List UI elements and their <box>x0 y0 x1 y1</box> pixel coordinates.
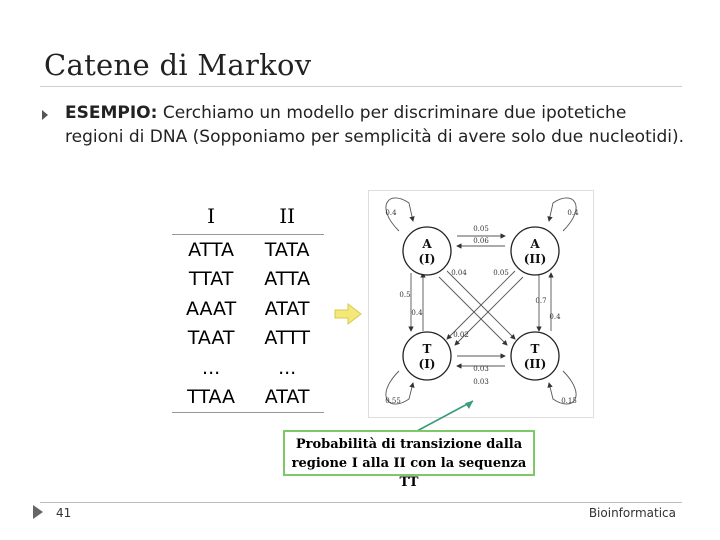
node-a-region-i <box>403 227 451 275</box>
probability-label: 0.03 <box>473 365 489 373</box>
example-text: Cerchiamo un modello per discriminare due ipotetiche regioni di DNA (Sopponiamo per semplicità di avere solo due nucleotidi). <box>65 103 685 147</box>
example-label: ESEMPIO: <box>65 103 158 123</box>
node-sub-label: (I) <box>418 252 436 266</box>
probability-label: 0.06 <box>473 237 489 245</box>
bullet-arrow-icon <box>42 110 48 120</box>
table-cell: ATAT <box>264 297 310 320</box>
sequence-table <box>172 198 324 413</box>
probability-label: 0.03 <box>473 378 489 386</box>
table-cell: ATTA <box>264 268 311 291</box>
table-cell: ATTT <box>264 327 310 350</box>
node-t-region-ii <box>511 332 559 380</box>
table-cell: ATTA <box>188 238 235 261</box>
node-sub-label: (II) <box>523 252 547 266</box>
node-label: A <box>530 237 540 251</box>
title-divider <box>40 86 682 87</box>
footer-divider <box>40 502 682 503</box>
table-cell: ... <box>202 356 221 379</box>
table-cell: TTAA <box>187 386 236 409</box>
probability-label: 0.4 <box>567 209 579 217</box>
page-number: 41 <box>56 506 72 520</box>
table-cell: TATA <box>264 238 310 261</box>
node-label: T <box>422 342 432 356</box>
transition-caption <box>283 430 535 490</box>
table-row <box>172 235 324 265</box>
node-t-region-i <box>403 332 451 380</box>
table-row <box>172 383 324 413</box>
probability-label: 0.5 <box>399 291 411 299</box>
node-sub-label: (I) <box>418 357 436 371</box>
probability-label: 0.15 <box>561 397 577 405</box>
caption-line: Probabilità di transizione dalla <box>295 437 523 452</box>
probability-label: 0.4 <box>549 313 561 321</box>
probability-label: 0.04 <box>451 269 467 277</box>
footer-triangle-icon <box>33 505 43 519</box>
table-cell: ... <box>278 356 297 379</box>
table-row <box>172 294 324 324</box>
probability-label: 0.4 <box>411 309 423 317</box>
right-arrow-icon <box>334 303 362 325</box>
caption-pointer <box>395 400 475 434</box>
column-header-I: I <box>172 198 250 235</box>
table-row <box>172 265 324 295</box>
slide-title: Catene di Markov <box>44 48 312 82</box>
footer-course-name: Bioinformatica <box>588 506 676 520</box>
caption-line: regione I alla II con la sequenza TT <box>291 456 527 490</box>
column-header-II: II <box>250 198 324 235</box>
node-label: T <box>530 342 540 356</box>
node-sub-label: (II) <box>523 357 547 371</box>
table-cell: AAAT <box>186 297 237 320</box>
table-row <box>172 324 324 354</box>
table-row <box>172 353 324 383</box>
probability-label: 0.55 <box>385 397 401 405</box>
probability-label: 0.02 <box>453 331 469 339</box>
probability-label: 0.05 <box>473 225 489 233</box>
probability-label: 0.7 <box>535 297 547 305</box>
probability-label: 0.4 <box>385 209 397 217</box>
table-cell: TTAT <box>188 268 234 291</box>
probability-label: 0.05 <box>493 269 509 277</box>
example-paragraph <box>65 101 685 149</box>
table-cell: ATAT <box>264 386 310 409</box>
table-cell: TAAT <box>187 327 235 350</box>
node-a-region-ii <box>511 227 559 275</box>
node-label: A <box>422 237 432 251</box>
markov-transition-diagram <box>368 190 594 418</box>
